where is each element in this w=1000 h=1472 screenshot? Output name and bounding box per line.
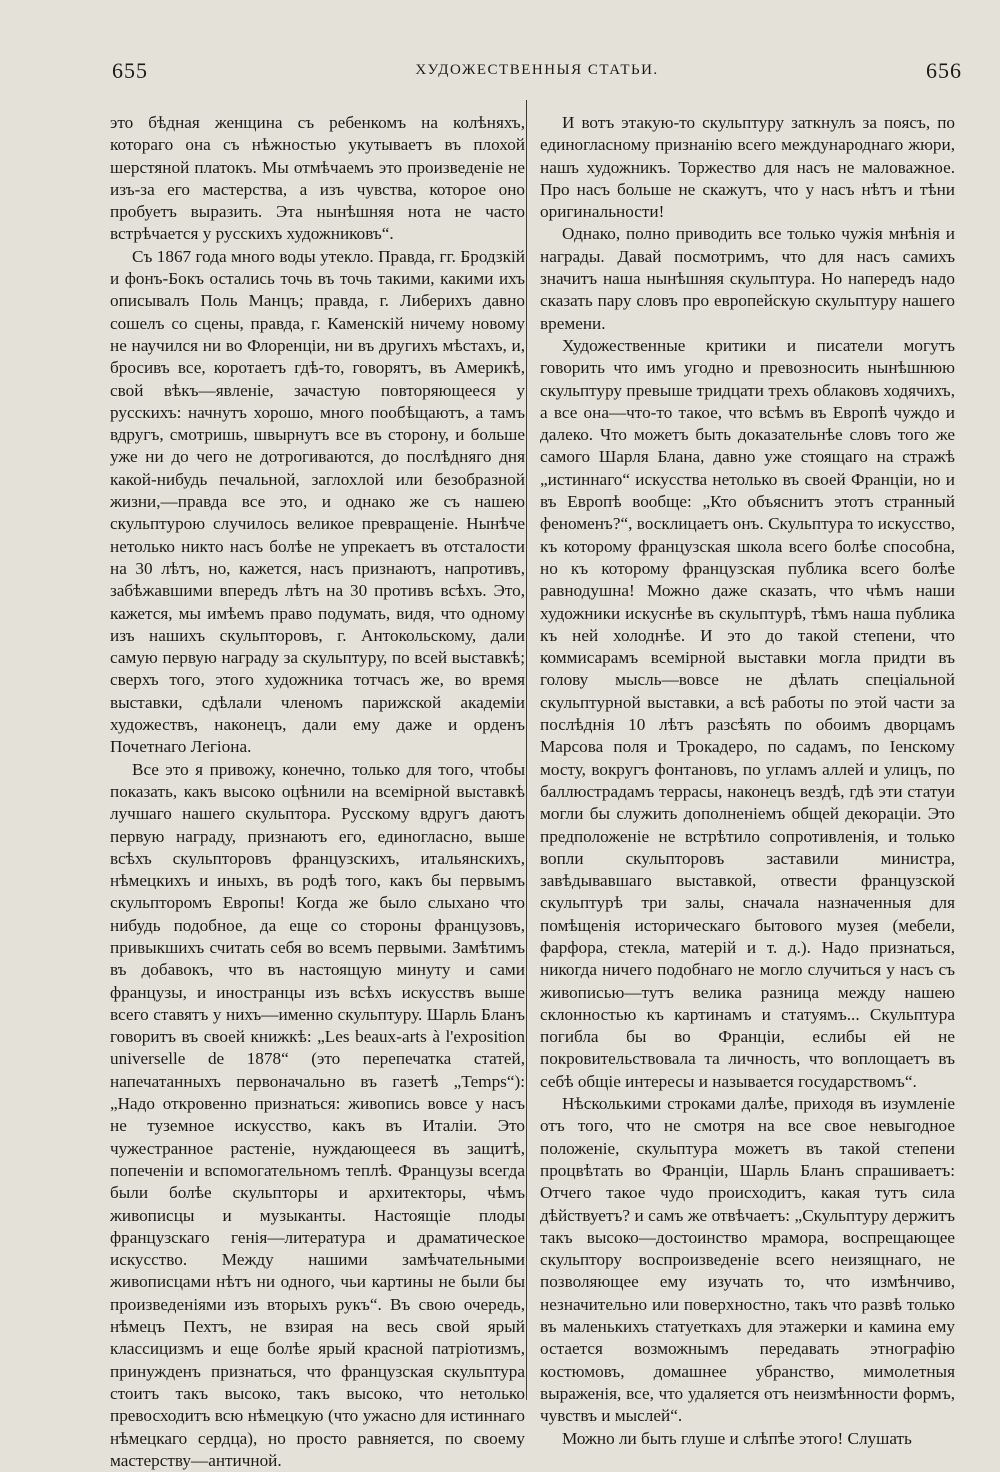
paragraph: Однако, полно приводить все только чужія мнѣнія и награды. Давай посмотримъ, что для насъ самихъ значитъ наша нынѣшняя скульптура. Но напередъ надо сказать пару словъ про европейскую скульптуру нашего времени. bbox=[540, 224, 955, 333]
left-column bbox=[110, 112, 525, 1472]
page-number-right: 656 bbox=[926, 58, 962, 83]
paragraph: Художественные критики и писатели могутъ говорить что имъ угодно и превозносить нынѣшнюю скульптуру превыше тридцати трехъ облаковъ ходячихъ, а все она—что-то такое, что всѣмъ въ Европѣ чуждо и далеко. Что можетъ быть доказательнѣе словъ того же самого Шарля Блана, давно уже стоящаго на стражѣ „истиннаго“ искусства нетолько въ своей Франціи, но и въ Европѣ вообще: „Кто объяснитъ этотъ странный феноменъ?“, восклицаетъ онъ. Скульптура то искусство, къ которому французская школа всего болѣе способна, но къ которому французская публика всего болѣе равнодушна! Можно даже сказать, что чѣмъ наши художники искуснѣе въ скульптурѣ, тѣмъ наша публика къ ней холоднѣе. И это до такой степени, что коммисарамъ всемірной выставки могла придти въ голову мысль—вовсе не дѣлать спеціальной скульптурной выставки, а всѣ работы по этой части за послѣднія 10 лѣтъ разсѣять по обоимъ дворцамъ Марсова поля и Трокадеро, по садамъ, по Іенскому мосту, вокругъ фонтановъ, по угламъ аллей и улицъ, по баллюстрадамъ террасы, наконецъ вездѣ, гдѣ эти статуи могли бы служить дополненіемъ общей декораціи. Это предположеніе не встрѣтило сопротивленія, и только вопли скульпторовъ заставили министра, завѣдывавшаго выставкой, отвести французской скульптурѣ три залы, сначала назначенныя для помѣщенія историческаго бытового музея (мебели, фарфора, стекла, матерій и т. д.). Надо признаться, никогда ничего подобнаго не могло случиться у насъ съ живописью—тутъ велика разница между нашею склонностью къ картинамъ и статуямъ... Скульптура погибла бы во Франціи, еслибы ей не покровительствовала та личность, что воплощаетъ въ себѣ общіе интересы и называется государствомъ“. bbox=[540, 335, 955, 1091]
column-divider bbox=[526, 100, 527, 1400]
right-column bbox=[540, 112, 955, 1450]
paragraph: И вотъ этакую-то скульптуру заткнулъ за поясъ, по единогласному признанію всего международнаго жюри, нашъ художникъ. Торжество для насъ не маловажное. Про насъ больше не скажутъ, что у насъ нѣтъ и тѣни оригинальности! bbox=[540, 113, 955, 222]
paragraph: Нѣсколькими строками далѣе, приходя въ изумленіе отъ того, что не смотря на все свое невыгодное положеніе, скульптура можетъ въ такой степени процвѣтать во Франціи, Шарль Бланъ спрашиваетъ: Отчего такое чудо происходитъ, какая тутъ сила дѣйствуетъ? и самъ же отвѣчаетъ: „Скульптуру держитъ такъ высоко—достоинство мрамора, воспрещающее скульптору воспроизведеніе всего неизящнаго, не позволяющее ему изучать то, что измѣнчиво, незначительно или поверхностно, такъ что развѣ только въ маленькихъ статуеткахъ для этажерки и камина ему остается возможнымъ передавать этнографію костюмовъ, домашнее убранство, мимолетныя выраженія, все, что удаляется отъ неизмѣнности формъ, чувствъ и мыслей“. bbox=[540, 1094, 955, 1426]
paragraph: Все это я привожу, конечно, только для того, чтобы показать, какъ высоко оцѣнили на всемірной выставкѣ лучшаго нашего скульптора. Русскому вдругъ даютъ первую награду, признаютъ его, единогласно, выше всѣхъ скульпторовъ французскихъ, итальянскихъ, нѣмецкихъ и иныхъ, въ родѣ того, какъ бы первымъ скульпторомъ Европы! Когда же было слыхано что нибудь подобное, да еще со стороны французовъ, привыкшихъ считать себя во всемъ первыми. Замѣтимъ въ добавокъ, что въ настоящую минуту и сами французы, и иностранцы изъ всѣхъ искусствъ выше всего ставятъ у нихъ—именно скульптуру. Шарль Бланъ говоритъ въ своей книжкѣ: „Les beaux-arts à l'exposition universelle de 1878“ (это перепечатка статей, напечатанныхъ первоначально въ газетѣ „Temps“): „Надо откровенно признаться: живопись вовсе у насъ не туземное искусство, какъ въ Италіи. Это чужестранное растеніе, нуждающееся въ защитѣ, попеченіи и вспомогательномъ теплѣ. Французы всегда были болѣе скульпторы и архитекторы, чѣмъ живописцы и музыканты. Настоящіе плоды французскаго генія—литература и драматическое искусство. Между нашими замѣчательными живописцами нѣтъ ни одного, чьи картины не были бы произведеніями изъ вторыхъ рукъ“. Въ свою очередь, нѣмецъ Пехтъ, не взирая на весь свой ярый классицизмъ и еще болѣе ярый красной патріотизмъ, принужденъ признаться, что французская скульптура стоитъ такъ высоко, такъ высоко, что нетолько превосходитъ всю нѣмецкую (что ужасно для истиннаго нѣмецкаго сердца), но просто равняется, по своему мастерству—античной. bbox=[110, 759, 525, 1470]
running-title: ХУДОЖЕСТВЕННЫЯ СТАТЬИ. bbox=[415, 62, 659, 78]
paragraph: Можно ли быть глуше и слѣпѣе этого! Слушать bbox=[562, 1428, 912, 1448]
paragraph: Съ 1867 года много воды утекло. Правда, гг. Бродзкій и фонъ-Бокъ остались точь въ точь такими, какими ихъ описывалъ Поль Манцъ; правда, г. Либерихъ давно сошелъ со сцены, правда, г. Каменскій ничему новому не научился ни во Флоренціи, ни въ другихъ мѣстахъ, и, бросивъ все, коротаетъ гдѣ-то, говорятъ, въ Америкѣ, свой вѣкъ—явленіе, зачастую повторяющееся у русскихъ: начнутъ хорошо, много пообѣщаютъ, а тамъ вдругъ, смотришь, швырнутъ все въ сторону, и больше уже ни до чего не дотрогиваются, до послѣдняго дня какой-нибудь печальной, заглохлой или безобразной жизни,—правда все это, и однако же съ нашею скульптурою случилось великое превращеніе. Нынѣче нетолько никто насъ болѣе не упрекаетъ въ отсталости на 30 лѣтъ, но, кажется, насъ признаютъ, напротивъ, забѣжавшими впередъ лѣтъ на 30 противъ всѣхъ. Это, кажется, мы имѣемъ право подумать, видя, что одному изъ нашихъ скульпторовъ, г. Антокольскому, дали самую первую награду за скульптуру, по всей выставкѣ; сверхъ того, этого художника тотчасъ же, во время выставки, сдѣлали членомъ парижской академіи художествъ, наконецъ, дали ему даже и орденъ Почетнаго Легіона. bbox=[110, 246, 525, 757]
page-number-left: 655 bbox=[112, 58, 148, 83]
page-header bbox=[112, 58, 962, 88]
paragraph: это бѣдная женщина съ ребенкомъ на колѣняхъ, котораго она съ нѣжностью укутываетъ въ плохой шерстяной платокъ. Мы отмѣчаемъ это произведеніе не изъ-за его мастерства, а изъ чувства, которое оно пробуетъ выразить. Эта нынѣшняя нота не часто встрѣчается у русскихъ художниковъ“. bbox=[110, 113, 525, 244]
